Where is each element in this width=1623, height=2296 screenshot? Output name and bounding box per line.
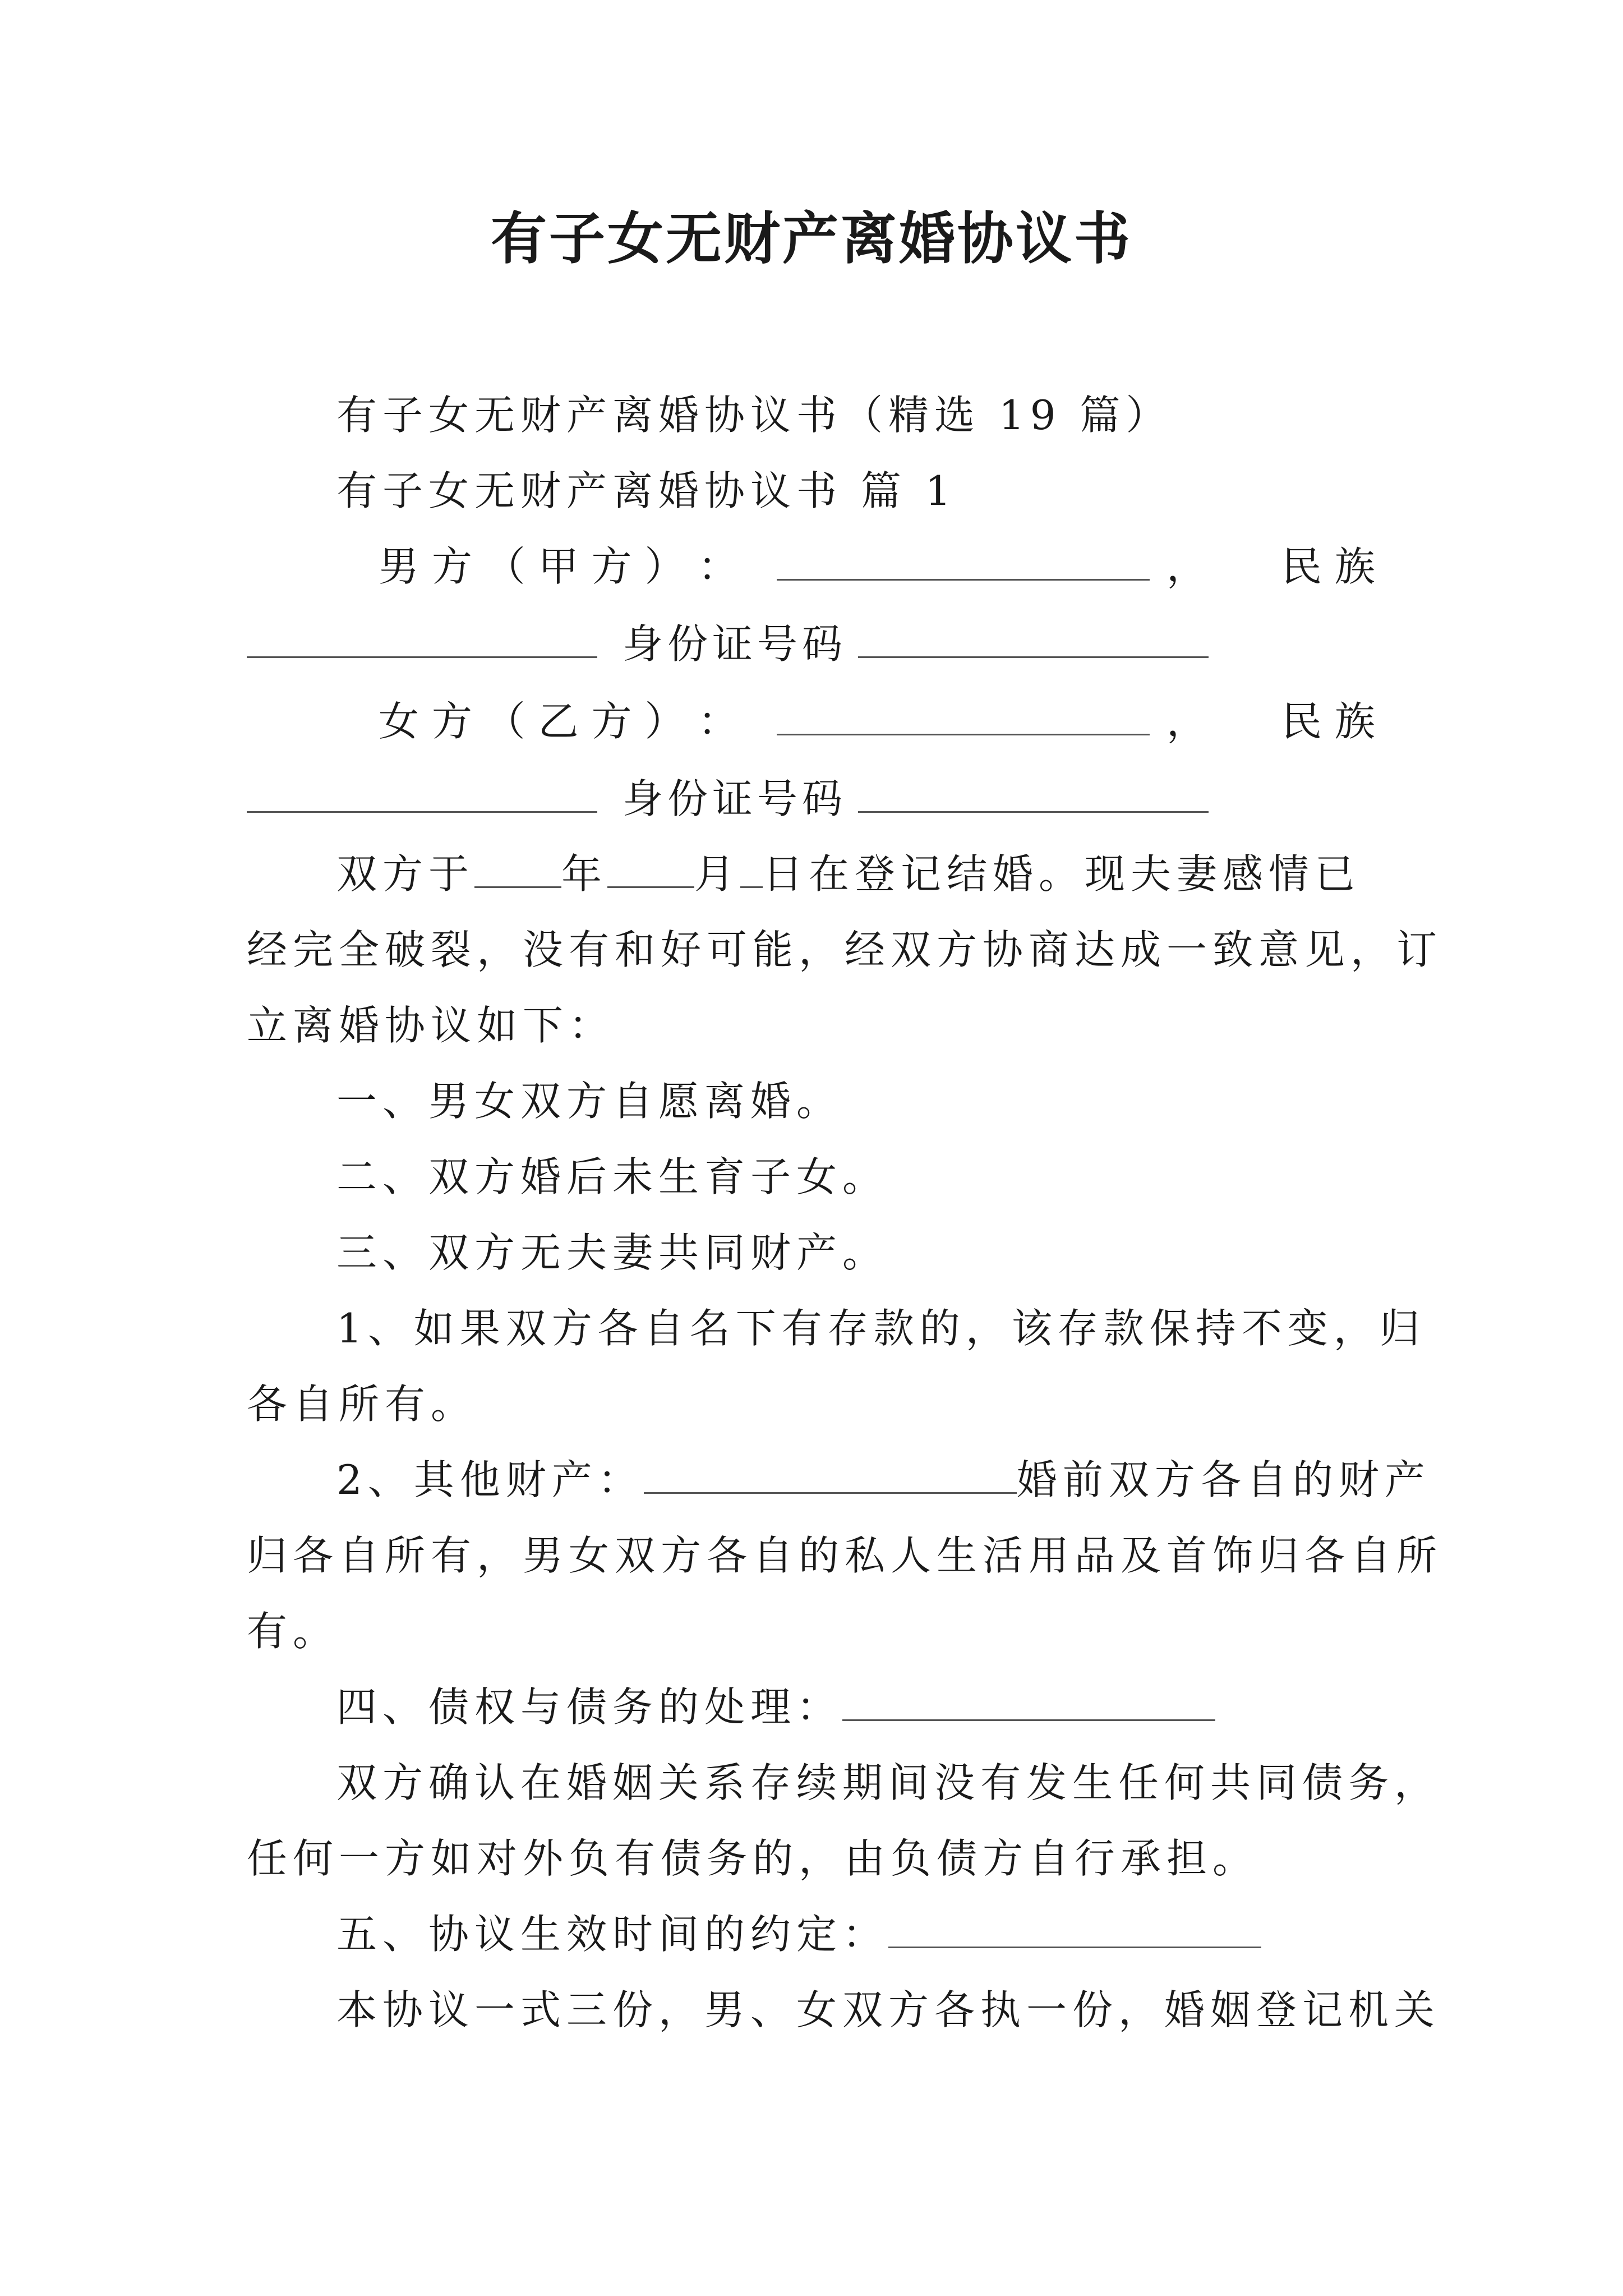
clause-3: 三、双方无夫妻共同财产。 bbox=[336, 1229, 889, 1276]
male-party-label: 男 方 （ 甲 方 ） ： bbox=[379, 543, 739, 590]
female-id-label: 身份证号码 bbox=[623, 775, 847, 822]
subtitle: 有子女无财产离婚协议书（精选 19 篇） bbox=[336, 392, 1172, 439]
clause-3-2-line-3: 有。 bbox=[247, 1608, 339, 1655]
marriage-line-3: 立离婚协议如下： bbox=[247, 1002, 615, 1049]
year-blank bbox=[474, 847, 561, 888]
male-name-blank bbox=[777, 539, 1150, 595]
female-party-label: 女 方 （ 乙 方 ） ： bbox=[379, 698, 739, 745]
male-ethnicity-label: 民 族 bbox=[1281, 543, 1375, 590]
clause-3-1-line-2: 各自所有。 bbox=[247, 1381, 477, 1428]
year-label: 年 bbox=[561, 850, 608, 898]
section-heading: 有子女无财产离婚协议书 篇 1 bbox=[336, 467, 957, 514]
female-id-blank bbox=[858, 771, 1209, 827]
clause-3-2-line-2: 归各自所有，男女双方各自的私人生活用品及首饰归各自所 bbox=[247, 1532, 1443, 1579]
female-party-row bbox=[0, 693, 1623, 749]
clause-5 bbox=[336, 1906, 1261, 1962]
clause-4-line-2: 任何一方如对外负有债务的，由负债方自行承担。 bbox=[247, 1835, 1259, 1882]
clause-4-label: 四、债权与债务的处理： bbox=[336, 1683, 843, 1731]
month-label: 月 bbox=[694, 850, 741, 898]
male-ethnicity-blank bbox=[247, 616, 597, 672]
other-property-label: 2、其他财产： bbox=[336, 1456, 644, 1503]
clause-5-label: 五、协议生效时间的约定： bbox=[336, 1911, 889, 1958]
debt-blank bbox=[842, 1680, 1215, 1721]
female-name-blank bbox=[777, 693, 1150, 749]
month-blank bbox=[607, 847, 694, 888]
clause-5-line-1: 本协议一式三份，男、女双方各执一份，婚姻登记机关 bbox=[336, 1986, 1441, 2033]
female-ethnicity-label: 民 族 bbox=[1281, 698, 1375, 745]
marriage-text-start: 双方于 bbox=[336, 850, 475, 898]
male-id-blank bbox=[858, 616, 1209, 672]
day-blank bbox=[740, 847, 763, 888]
male-id-row bbox=[0, 616, 1623, 672]
other-property-rest: 婚前双方各自的财产 bbox=[1016, 1456, 1431, 1503]
male-comma: ， bbox=[1166, 543, 1207, 590]
marriage-line-2: 经完全破裂，没有和好可能，经双方协商达成一致意见，订 bbox=[247, 926, 1443, 973]
female-id-row bbox=[0, 771, 1623, 827]
other-property-blank bbox=[644, 1453, 1017, 1494]
clause-3-2-line-1 bbox=[336, 1452, 1431, 1508]
effective-date-blank bbox=[888, 1907, 1261, 1948]
clause-4-line-1: 双方确认在婚姻关系存续期间没有发生任何共同债务， bbox=[336, 1759, 1441, 1806]
male-party-row bbox=[0, 539, 1623, 595]
clause-3-1-line-1: 1、如果双方各自名下有存款的，该存款保持不变，归 bbox=[336, 1305, 1426, 1352]
marriage-text-rest: 日在登记结婚。现夫妻感情已 bbox=[763, 850, 1361, 898]
document-title: 有子女无财产离婚协议书 bbox=[491, 205, 1132, 272]
clause-1: 一、男女双方自愿离婚。 bbox=[336, 1078, 843, 1125]
female-ethnicity-blank bbox=[247, 771, 597, 827]
female-comma: ， bbox=[1166, 698, 1207, 745]
male-id-label: 身份证号码 bbox=[623, 620, 847, 668]
marriage-line-1 bbox=[336, 846, 1361, 902]
clause-4 bbox=[336, 1679, 1215, 1735]
clause-2: 二、双方婚后未生育子女。 bbox=[336, 1153, 889, 1200]
